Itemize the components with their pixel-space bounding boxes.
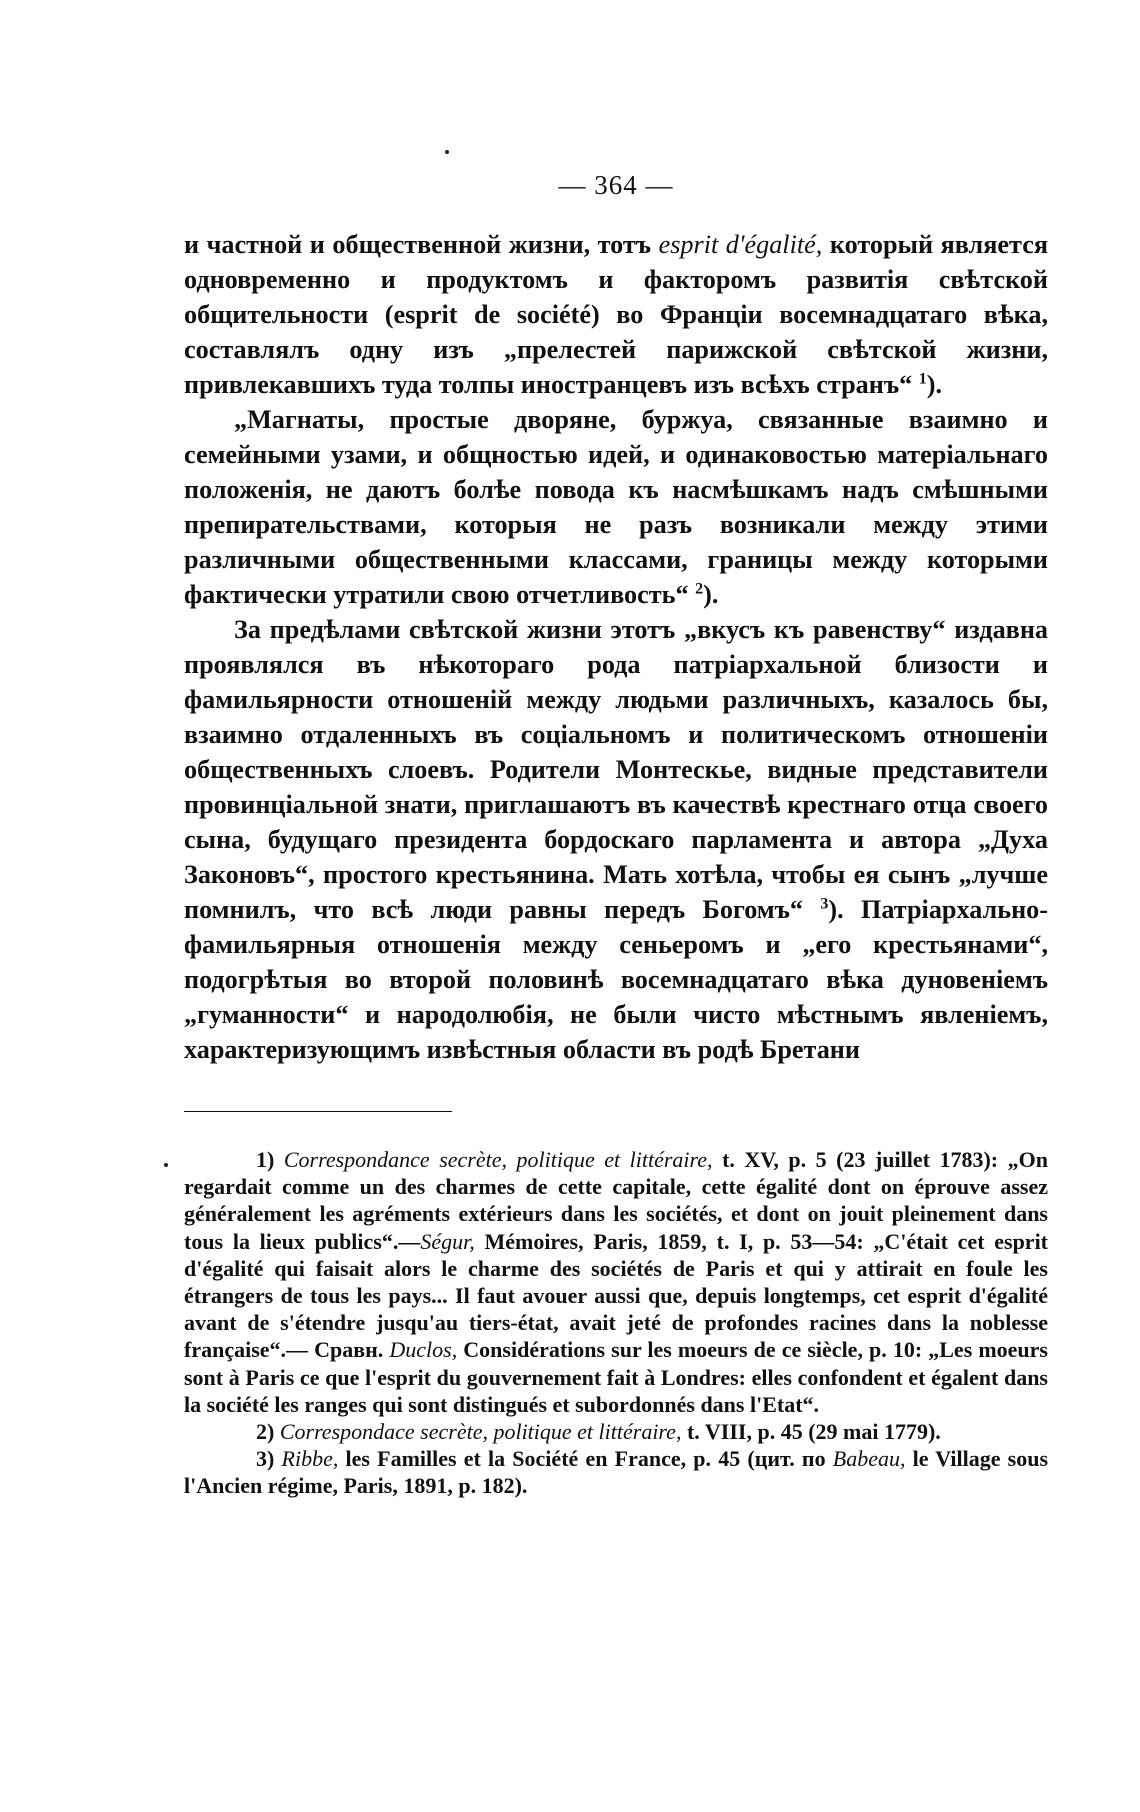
document-page xyxy=(184,170,1048,1500)
paragraph-1-italic: esprit d'égalité, xyxy=(658,230,823,259)
footnote-3-mark: 3) xyxy=(256,1446,275,1472)
paragraph-1-text-b: который является одновременно и продуктомъ и факторомъ развитія свѣтской общительности (esprit de société) во Франціи восемнадцатаго вѣка, составлялъ одну изъ „прелестей парижской свѣтской жизни, привлекавшихъ туда толпы иностранцевъ изъ всѣхъ странъ“ xyxy=(184,230,1049,399)
footnote-separator xyxy=(184,1111,452,1112)
footnote-2-title: Correspondace secrète, politique et littéraire, xyxy=(279,1419,682,1445)
paragraph-3-text-b: ). Патріархально-фамильярныя отношенія между сеньеромъ и „его крестьянами“, подогрѣтыя во второй половинѣ восемнадцатаго вѣка дуновеніемъ „гуманности“ и народолюбія, не были чисто мѣстнымъ явленіемъ, характеризующимъ извѣстныя области въ родѣ Бретани xyxy=(184,895,1048,1064)
footnote-1-title: Correspondance secrète, politique et littéraire, xyxy=(283,1147,713,1172)
footnote-1-text-a: t. XV, p. 5 (23 juillet 1783): „On regardait comme un des charmes de cette capitale, cette égalité dont on éprouve assez généralement les agréments extérieurs dans les sociétés, et dont on jouit pleinement dans tous la lieux publics“.— xyxy=(184,1147,1048,1254)
footnote-2-text: t. VIII, p. 45 (29 mai 1779). xyxy=(681,1419,941,1445)
paragraph-2 xyxy=(184,402,1048,612)
paragraph-3-text-a: За предѣлами свѣтской жизни этотъ „вкусъ къ равенству“ издавна проявлялся въ нѣкотораго рода патріархальной близости и фамильярности отношеній между людьми различныхъ, казалось бы, взаимно отдаленныхъ въ соціальномъ и политическомъ отношеніи общественныхъ слоевъ. Родители Монтескье, видные представители провинціальной знати, приглашаютъ въ качествѣ крестнаго отца своего сына, будущаго президента бордоскаго парламента и автора „Духа Законовъ“, простого крестьянина. Мать хотѣла, чтобы ея сынъ „лучше помнилъ, что всѣ люди равны передъ Богомъ“ xyxy=(184,615,1048,924)
main-text xyxy=(184,227,1048,1067)
paragraph-1-text-a: и частной и общественной жизни, тотъ xyxy=(184,230,659,259)
page-number: — 364 — xyxy=(558,170,674,200)
footnote-3-text-b: le Village sous l'Ancien régime, Paris, 1891, p. 182). xyxy=(184,1446,1049,1499)
footnote-1-author-2: Duclos, xyxy=(389,1337,458,1363)
footnote-1-author-1: Ségur, xyxy=(420,1228,475,1254)
paragraph-2-end: ). xyxy=(703,580,719,609)
footnote-3-text-a: les Familles et la Société en France, p. 45 (цит. по xyxy=(338,1446,833,1472)
footnote-ref-3: 3 xyxy=(820,895,829,913)
paragraph-2-text: „Магнаты, простые дворяне, буржуа, связанные взаимно и семейными узами, и общностью идей, и одинаковостью матеріальнаго положенія, не даютъ болѣе повода къ насмѣшкамъ надъ смѣшными препирательствами, которыя не разъ возникали между этими различными общественными классами, границы между которыми фактически утратили свою отчетливость“ xyxy=(184,405,1048,609)
footnote-ref-2: 2 xyxy=(695,580,704,598)
paragraph-1-end: ). xyxy=(926,370,943,399)
paragraph-1 xyxy=(184,227,1048,402)
footnote-3-author-1: Ribbe, xyxy=(281,1446,339,1472)
footnote-1-text-b: Mémoires, Paris, 1859, t. I, p. 53—54: „C'était cet esprit d'égalité qui faisait alors le charme des sociétés de Paris et qui y attirait en foule les étrangers de tous les pays... Il faut avouer aussi que, depuis longtemps, cet esprit d'égalité avant de s'étendre jusqu'au tiers-état, avait jeté de profondes racines dans la noblesse française“.— Сравн. xyxy=(184,1228,1049,1363)
footnote-3-author-2: Babeau, xyxy=(832,1446,906,1472)
footnote-ref-1: 1 xyxy=(918,370,927,388)
ink-speck xyxy=(445,150,449,154)
footnote-2 xyxy=(184,1418,1048,1445)
footnotes xyxy=(184,1146,1048,1500)
footnote-1-text-c: Considérations sur les moeurs de ce siècle, p. 10: „Les moeurs sont à Paris ce que l'esprit du gouvernement fait à Londres: elles confondent et égalent dans la société les ranges qui sont distingués et subordonnés dans l'Etat“. xyxy=(184,1337,1048,1417)
paragraph-3 xyxy=(184,612,1048,1067)
footnote-3 xyxy=(184,1445,1048,1499)
footnote-1 xyxy=(184,1146,1048,1418)
ink-speck xyxy=(164,1163,168,1167)
footnote-1-mark: 1) xyxy=(256,1147,275,1172)
footnote-2-mark: 2) xyxy=(256,1419,275,1445)
